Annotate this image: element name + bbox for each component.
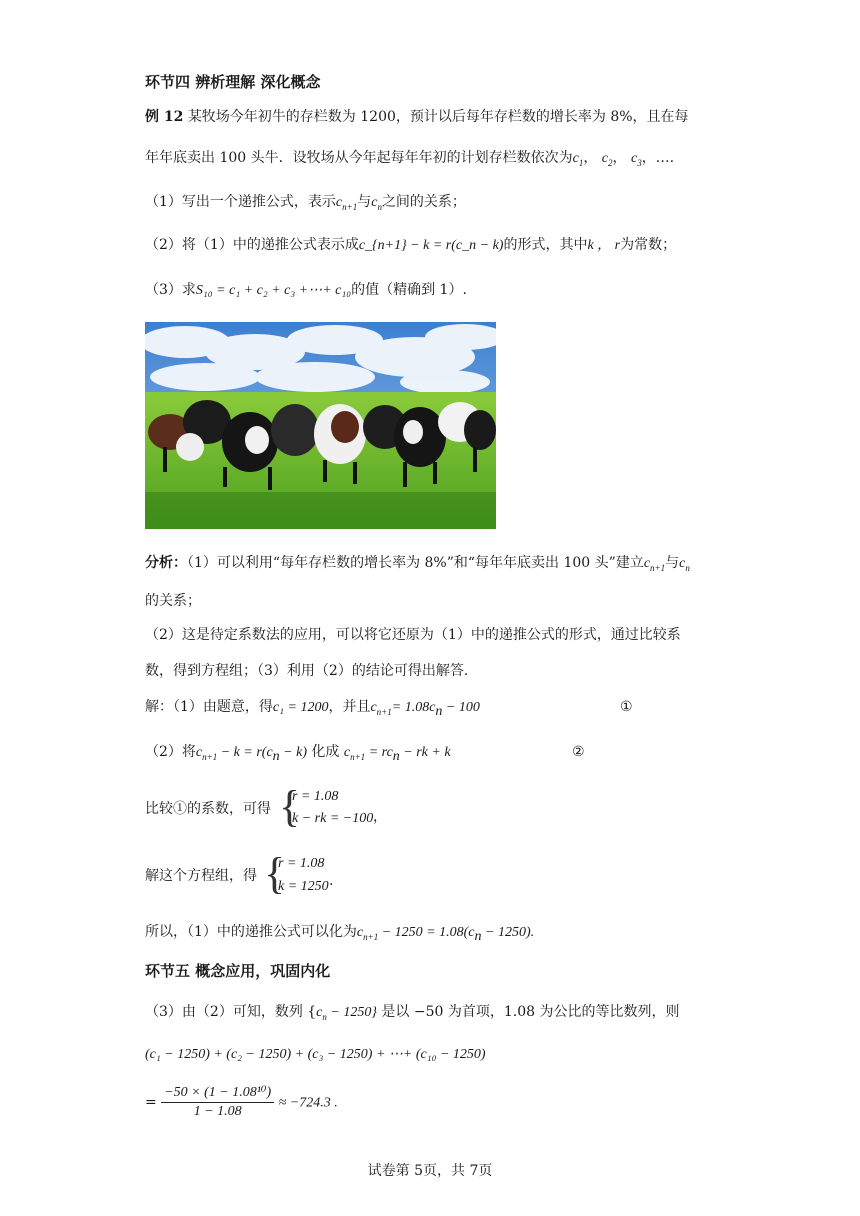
solution-step1: 解：（1）由题意，得c₁ = 1200，并且$c_{n+1}= 1.08c_n - 100$ [145, 699, 480, 719]
question-3: （3）求S₁₀ = c₁ + c₂ + c₃ +⋯+ c₁₀的值（精确到 1）. [145, 282, 467, 298]
solution-step2: （2）将$c_{n+1} - k = r(c_n - k)$ 化成 $c_{n+1} = rc_n$ − rk + k [145, 744, 451, 764]
compare-label: 比较①的系数，可得 [145, 801, 271, 817]
system-label: 解这个方程组，得 [145, 868, 257, 884]
system-eq1: r = 1.08 [278, 856, 325, 871]
example-line1: 例 12 某牧场今年初牛的存栏数为 1200，预计以后每年存栏数的增长率为 8%，且在每 [145, 109, 689, 125]
system-eq2: k = 1250 [278, 879, 329, 894]
example-line2: 年年底卖出 100 头牛．设牧场从今年起每年年初的计划存栏数依次为$c_1$， $c_2$， $c_3$，…. [145, 150, 675, 168]
system-brace: { [264, 849, 286, 898]
part3-result: = $\frac{\text{−50 × (1 − 1.08¹⁰)}}{1 - 1.08}$ ≈ −724.3 . [145, 1085, 338, 1119]
question-2: （2）将（1）中的递推公式表示成c_{n+1} − k = r(c_n − k)的形式，其中k ， r为常数； [145, 237, 677, 253]
compare-eq1: r = 1.08 [292, 789, 339, 804]
equation-marker-2: ② [572, 744, 585, 760]
part3-line1: （3）由（2）可知，数列 $\{c_n - 1250\}$ 是以 −50 为首项，1.08 为公比的等比数列，则 [145, 1004, 680, 1022]
cow-herd-illustration [145, 322, 496, 529]
example-label: 例 12 [145, 109, 184, 125]
solution-conclusion: 所以，（1）中的递推公式可以化为$c_{n+1} - 1250 = 1.08(c_n - 1250)$. [145, 924, 535, 944]
section4-heading: 环节四 辨析理解 深化概念 [145, 73, 321, 91]
analysis-line1: 分析：（1）可以利用“每年存栏数的增长率为 8%”和“每年年底卖出 100 头”建立$c_{n+1}$与$c_n$ [145, 555, 690, 573]
system-end: . [329, 873, 334, 889]
compare-end: ， [373, 809, 387, 825]
result-fraction: $\frac{\text{−50 × (1 − 1.08¹⁰)}}{1 - 1.08}$ [161, 1084, 274, 1121]
compare-brace: { [279, 782, 301, 831]
page-footer: 试卷第 5页，共 7页 [367, 1163, 493, 1179]
analysis-line3: （2）这是待定系数法的应用，可以将它还原为（1）中的递推公式的形式，通过比较系 [145, 627, 681, 643]
equation-marker-1: ① [620, 699, 633, 715]
question-1: （1）写出一个递推公式，表示$c_{n+1}$与$c_n$之间的关系； [145, 194, 466, 212]
part3-sum: (c₁ − 1250) + (c₂ − 1250) + (c₃ − 1250) + ⋯+ (c₁₀ − 1250) [145, 1047, 486, 1062]
analysis-line4: 数，得到方程组；（3）利用（2）的结论可得出解答. [145, 663, 469, 679]
compare-eq2: k − rk = −100 [292, 811, 374, 826]
analysis-line2: 的关系； [145, 593, 201, 609]
section5-heading: 环节五 概念应用，巩固内化 [145, 962, 331, 980]
cow-herd-photo [145, 322, 496, 529]
